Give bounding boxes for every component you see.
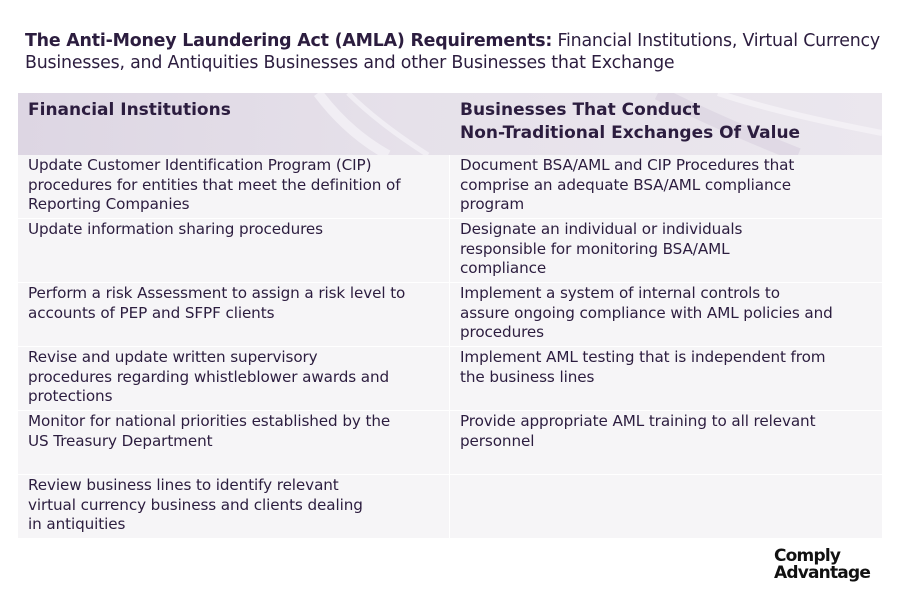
financial-institutions-cell: [18, 219, 449, 282]
cell-line: Implement a system of internal controls to: [460, 284, 780, 302]
non-traditional-cell: [450, 347, 882, 410]
cell-line: Revise and update written supervisory: [28, 348, 318, 366]
non-traditional-cell: [450, 155, 882, 218]
cell-line: compliance: [460, 259, 547, 277]
cell-line: Provide appropriate AML training to all relevant: [460, 412, 816, 430]
cell-line: comprise an adequate BSA/AML compliance: [460, 175, 791, 194]
cell-line: protections: [28, 387, 113, 405]
cell-line: responsible for monitoring BSA/AML: [460, 239, 730, 258]
header-financial-institutions: [18, 93, 450, 155]
header-non-traditional-businesses: [450, 93, 882, 155]
title-bold: The Anti-Money Laundering Act (AMLA) Requirements:: [25, 31, 553, 51]
cell-line: personnel: [460, 431, 535, 450]
financial-institutions-cell: [18, 347, 449, 410]
financial-institutions-cell: [18, 411, 449, 474]
cell-line: the business lines: [460, 367, 595, 386]
cell-line: Update Customer Identification Program (CIP): [28, 156, 372, 174]
financial-institutions-cell: [18, 475, 449, 538]
non-traditional-cell: [450, 219, 882, 282]
cell-line: Perform a risk Assessment to assign a risk level to: [28, 284, 406, 302]
title-rest: Financial Institutions, Virtual Currency Businesses, and Antiquities Businesses and other Businesses that Exchange: [25, 31, 880, 73]
table-row: [18, 283, 882, 347]
header-right-line1: Businesses That Conduct: [460, 100, 701, 120]
cell-line: Monitor for national priorities established by the: [28, 412, 391, 430]
cell-line: procedures regarding whistleblower awards and: [28, 367, 390, 386]
cell-line: procedures: [460, 323, 544, 341]
logo-line1: Comply: [774, 546, 841, 566]
header-left-label: Financial Institutions: [28, 100, 231, 120]
logo-line2: Advantage: [774, 563, 871, 583]
cell-line: Update information sharing procedures: [28, 220, 323, 238]
table-row: [18, 411, 882, 475]
cell-line: assure ongoing compliance with AML policies and: [460, 303, 833, 322]
non-traditional-cell: [450, 283, 882, 346]
financial-institutions-cell: [18, 155, 449, 218]
table-row: [18, 155, 882, 219]
page-title: [25, 30, 885, 74]
table-header: [18, 93, 882, 155]
table-row: [18, 475, 882, 539]
cell-line: procedures for entities that meet the definition of: [28, 175, 401, 194]
cell-line: Review business lines to identify relevant: [28, 476, 339, 494]
cell-line: program: [460, 195, 525, 213]
non-traditional-cell: [450, 411, 882, 474]
cell-line: Document BSA/AML and CIP Procedures that: [460, 156, 795, 174]
table-row: [18, 219, 882, 283]
non-traditional-cell: [450, 475, 882, 538]
cell-line: Designate an individual or individuals: [460, 220, 743, 238]
cell-line: US Treasury Department: [28, 431, 213, 450]
cell-line: virtual currency business and clients dealing: [28, 495, 363, 514]
cell-line: in antiquities: [28, 515, 126, 533]
table-row: [18, 347, 882, 411]
table-body: [18, 155, 882, 539]
cell-line: accounts of PEP and SFPF clients: [28, 303, 275, 322]
requirements-table: [18, 93, 882, 539]
comply-advantage-logo: [774, 548, 870, 582]
cell-line: Reporting Companies: [28, 195, 190, 213]
financial-institutions-cell: [18, 283, 449, 346]
cell-line: Implement AML testing that is independent from: [460, 348, 826, 366]
header-right-line2: Non-Traditional Exchanges Of Value: [460, 123, 801, 143]
